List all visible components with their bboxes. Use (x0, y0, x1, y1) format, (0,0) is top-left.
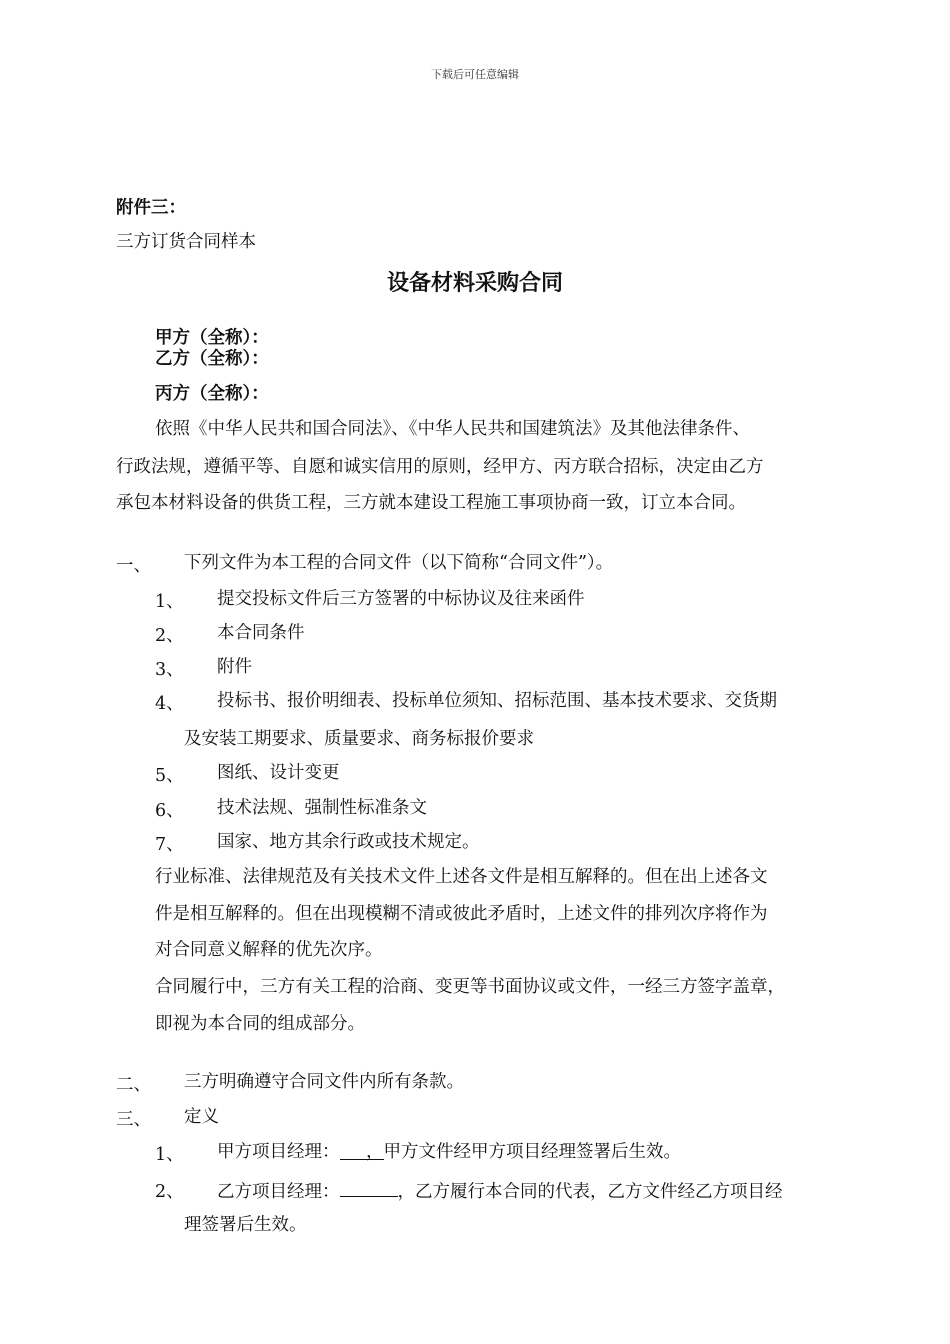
document-title: 设备材料采购合同 (386, 271, 563, 296)
intro-line: 承包本材料设备的供货工程，三方就本建设工程施工事项协商一致，订立本合同。 (116, 493, 746, 513)
definition-label: 甲方项目经理： (217, 1142, 340, 1162)
item-number: 1、 (155, 592, 184, 612)
item-number: 7、 (155, 835, 184, 855)
paragraph-line: 即视为本合同的组成部分。 (155, 1014, 365, 1034)
party-c-label: 丙方（全称）： (155, 384, 269, 404)
item-number: 1、 (155, 1145, 184, 1165)
item-text-continued: 及安装工期要求、质量要求、商务标报价要求 (184, 729, 534, 749)
definition-item (217, 1178, 783, 1203)
item-text-continued: 理签署后生效。 (184, 1215, 307, 1235)
section-number: 二、 (116, 1075, 151, 1095)
paragraph-line: 件是相互解释的。但在出现模糊不清或彼此矛盾时，上述文件的排列次序将作为 (155, 904, 768, 924)
party-a-label: 甲方（全称）： (155, 328, 269, 348)
page-header-note: 下载后可任意编辑 (431, 68, 519, 81)
paragraph-line: 对合同意义解释的优先次序。 (155, 940, 383, 960)
intro-line: 行政法规，遵循平等、自愿和诚实信用的原则，经甲方、丙方联合招标，决定由乙方 (116, 457, 764, 477)
party-b-label: 乙方（全称）： (155, 349, 269, 369)
item-number: 6、 (155, 801, 184, 821)
fill-blank (340, 1178, 398, 1197)
intro-line: 依照《中华人民共和国合同法》、《中华人民共和国建筑法》及其他法律条件、 (155, 419, 750, 439)
item-text: 图纸、设计变更 (217, 763, 340, 783)
section-heading: 下列文件为本工程的合同文件（以下简称“合同文件”）。 (184, 553, 614, 573)
sample-label: 三方订货合同样本 (116, 232, 256, 252)
fill-blank: ， (340, 1141, 384, 1160)
item-text: 提交投标文件后三方签署的中标协议及往来函件 (217, 589, 585, 609)
paragraph-line: 行业标准、法律规范及有关技术文件上述各文件是相互解释的。但在出上述各文 (155, 867, 768, 887)
section-number: 一、 (116, 556, 151, 576)
item-text: 投标书、报价明细表、投标单位须知、招标范围、基本技术要求、交货期 (217, 691, 777, 711)
item-text: 国家、地方其余行政或技术规定。 (217, 832, 480, 852)
item-number: 3、 (155, 660, 184, 680)
paragraph-line: 合同履行中，三方有关工程的洽商、变更等书面协议或文件，一经三方签字盖章， (155, 977, 785, 997)
attachment-label: 附件三： (116, 198, 186, 218)
definition-label: 乙方项目经理： (217, 1182, 340, 1202)
section-heading: 三方明确遵守合同文件内所有条款。 (184, 1072, 464, 1092)
definition-text: 甲方文件经甲方项目经理签署后生效。 (383, 1142, 681, 1162)
item-number: 2、 (155, 1182, 184, 1202)
section-heading: 定义 (184, 1107, 219, 1127)
item-text: 附件 (217, 657, 252, 677)
section-number: 三、 (116, 1110, 151, 1130)
item-number: 5、 (155, 766, 184, 786)
item-text: 技术法规、强制性标准条文 (217, 798, 427, 818)
item-number: 4、 (155, 694, 184, 714)
definition-text: ，乙方履行本合同的代表，乙方文件经乙方项目经 (397, 1182, 783, 1202)
item-text: 本合同条件 (217, 623, 305, 643)
item-number: 2、 (155, 626, 184, 646)
definition-item (217, 1141, 681, 1163)
